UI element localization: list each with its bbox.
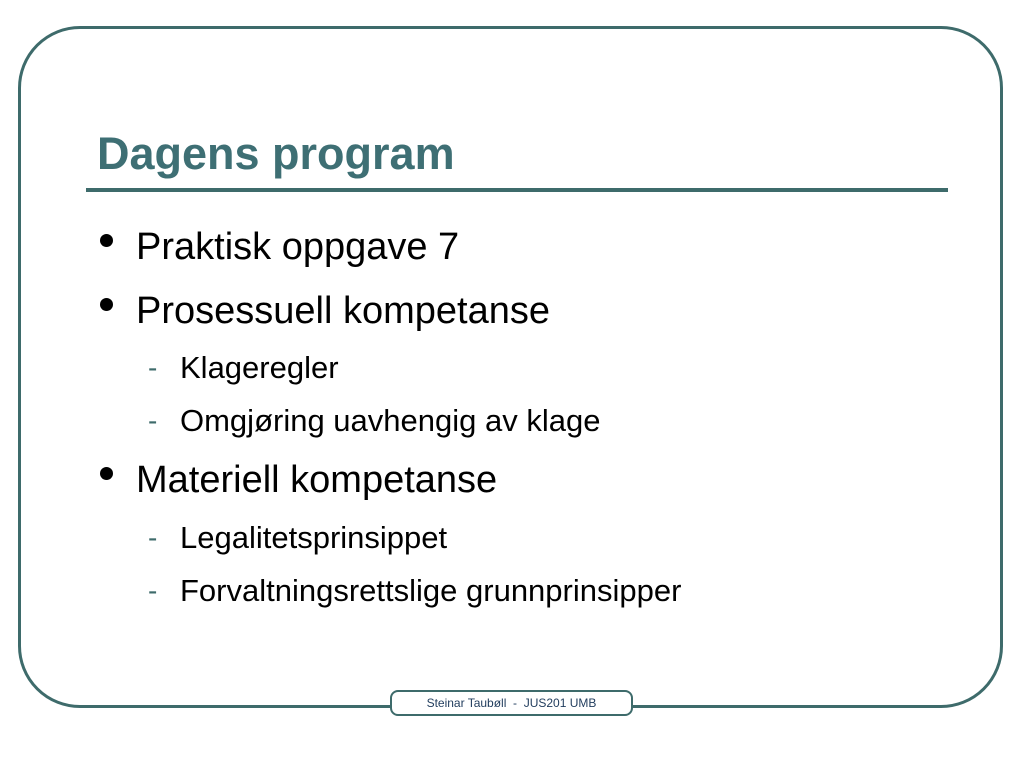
sub-item-text: Legalitetsprinsippet (180, 520, 448, 555)
bullet-dot-icon (100, 298, 113, 311)
dash-icon: - (148, 575, 158, 606)
bullet-item (100, 455, 497, 505)
bullet-dot-icon (100, 467, 113, 480)
sub-item (148, 518, 447, 558)
sub-item-text: Klageregler (180, 350, 339, 385)
bullet-text: Materiell kompetanse (136, 458, 498, 501)
bullet-dot-icon (100, 234, 113, 247)
bullet-text: Praktisk oppgave 7 (136, 225, 460, 268)
bullet-text: Prosessuell kompetanse (136, 289, 550, 332)
slide-title: Dagens program (97, 128, 455, 179)
dash-icon: - (148, 352, 158, 383)
sub-item-text: Omgjøring uavhengig av klage (180, 403, 601, 438)
sub-item (148, 571, 681, 611)
bullet-item (100, 286, 550, 336)
dash-icon: - (148, 405, 158, 436)
sub-item (148, 348, 339, 388)
bullet-item (100, 222, 459, 272)
dash-icon: - (148, 522, 158, 553)
footer-label: Steinar Taubøll - JUS201 UMB (390, 690, 633, 716)
sub-item (148, 401, 600, 441)
sub-item-text: Forvaltningsrettslige grunnprinsipper (180, 573, 682, 608)
